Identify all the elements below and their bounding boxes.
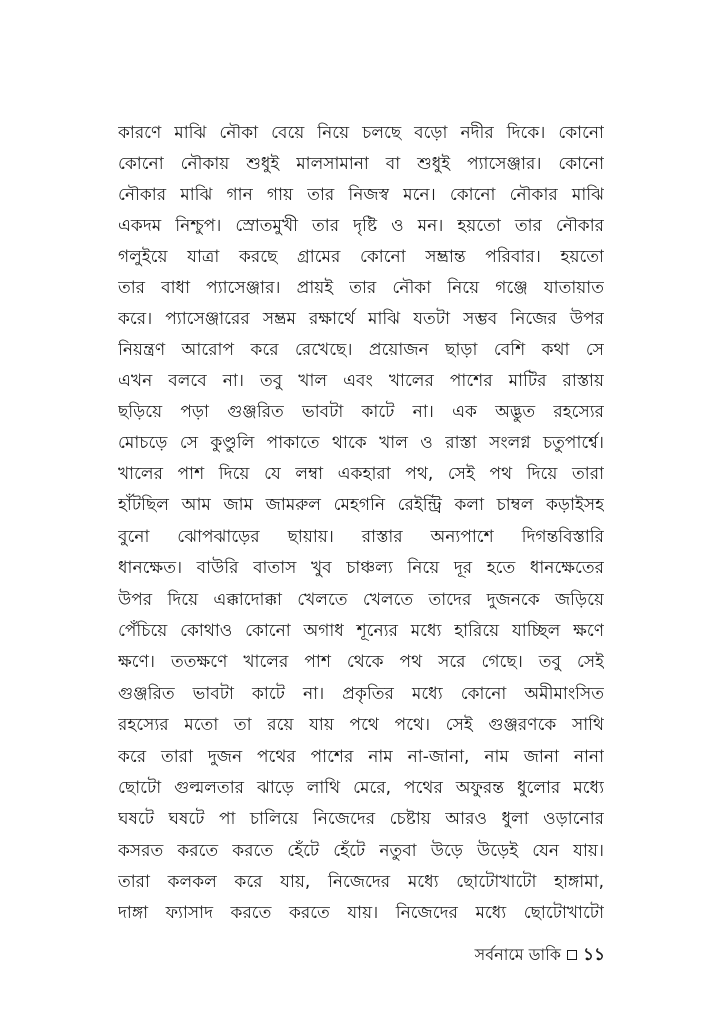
text-line: কসরত করতে করতে হেঁটে হেঁটে নতুবা উড়ে উড়েই যেন যায়। — [118, 840, 604, 861]
text-line: নিয়ন্ত্রণ আরোপ করে রেখেছে। প্রয়োজন ছাড়া বেশি কথা সে — [118, 340, 604, 360]
paragraph-2 — [118, 459, 604, 930]
square-separator-icon — [567, 950, 577, 960]
text-line: ছোটো গুল্মলতার ঝাড়ে লাথি মেরে, পথের অফুরন্ত ধুলোর মধ্যে — [118, 777, 604, 798]
text-line: কারণে মাঝি নৌকা বেয়ে নিয়ে চলছে বড়ো নদীর দিকে। কোনো — [118, 123, 604, 143]
text-line: এখন বলবে না। তবু খাল এবং খালের পাশের মাটির রাস্তায় — [118, 371, 604, 391]
text-line: একদম নিশ্চুপ। স্রোতমুখী তার দৃষ্টি ও মন। হয়তো তার নৌকার — [118, 216, 604, 236]
text-line: তার বাধা প্যাসেঞ্জার। প্রায়ই তার নৌকা নিয়ে গঞ্জে যাতায়াত — [118, 278, 604, 298]
text-line: করে তারা দুজন পথের পাশের নাম না-জানা, নাম জানা নানা — [118, 746, 604, 767]
text-line: গুঞ্জরিত ভাবটা কাটে না। প্রকৃতির মধ্যে কোনো অমীমাংসিত — [118, 683, 604, 704]
text-line: তারা কলকল করে যায়, নিজেদের মধ্যে ছোটোখাটো হাঙ্গামা, — [118, 872, 604, 893]
text-line: হাঁটছিল আম জাম জামরুল মেহগনি রেইন্ট্রি কলা চাম্বল কড়াইসহ — [118, 495, 604, 516]
text-line: পেঁচিয়ে কোথাও কোনো অগাধ শূন্যের মধ্যে হারিয়ে যাচ্ছিল ক্ষণে — [118, 620, 604, 641]
text-line: করে। প্যাসেঞ্জারের সম্ভ্রম রক্ষার্থে মাঝি যতটা সম্ভব নিজের উপর — [118, 309, 604, 329]
text-line: নৌকার মাঝি গান গায় তার নিজস্ব মনে। কোনো নৌকার মাঝি — [118, 185, 604, 205]
text-line: মোচড়ে সে কুণ্ডুলি পাকাতে থাকে খাল ও রাস্তা সংলগ্ন চতুপার্শ্বে। — [118, 433, 604, 453]
text-line: বুনো ঝোপঝাড়ের ছায়ায়। রাস্তার অন্যপাশে দিগন্তবিস্তারি — [118, 526, 604, 547]
text-line: গলুইয়ে যাত্রা করছে গ্রামের কোনো সম্ভ্রান্ত পরিবার। হয়তো — [118, 247, 604, 267]
text-line: রহস্যের মতো তা রয়ে যায় পথে পথে। সেই গুঞ্জরণকে সাথি — [118, 715, 604, 736]
text-line: উপর দিয়ে এক্কাদোক্কা খেলতে খেলতে তাদের দুজনকে জড়িয়ে — [118, 589, 604, 610]
page-number: ১১ — [582, 945, 605, 965]
text-line: ছড়িয়ে পড়া গুঞ্জরিত ভাবটা কাটে না। এক অদ্ভুত রহস্যের — [118, 402, 604, 422]
paragraph-1 — [118, 118, 604, 459]
text-line: ঘষটে ঘষটে পা চালিয়ে নিজেদের চেষ্টায় আরও ধুলা ওড়ানোর — [118, 809, 604, 830]
text-line: খালের পাশ দিয়ে যে লম্বা একহারা পথ, সেই পথ দিয়ে তারা — [118, 464, 604, 484]
text-line: কোনো নৌকায় শুধুই মালসামানা বা শুধুই প্যাসেঞ্জার। কোনো — [118, 154, 604, 174]
page-footer — [475, 942, 605, 968]
text-line: ক্ষণে। ততক্ষণে খালের পাশ থেকে পথ সরে গেছে। তবু সেই — [118, 652, 604, 673]
book-title: সর্বনামে ডাকি — [474, 945, 561, 964]
text-line: দাঙ্গা ফ্যাসাদ করতে করতে যায়। নিজেদের মধ্যে ছোটোখাটো — [118, 903, 604, 924]
text-line: ধানক্ষেত। বাউরি বাতাস খুব চাঞ্চল্য নিয়ে দূর হতে ধানক্ষেতের — [118, 558, 604, 579]
